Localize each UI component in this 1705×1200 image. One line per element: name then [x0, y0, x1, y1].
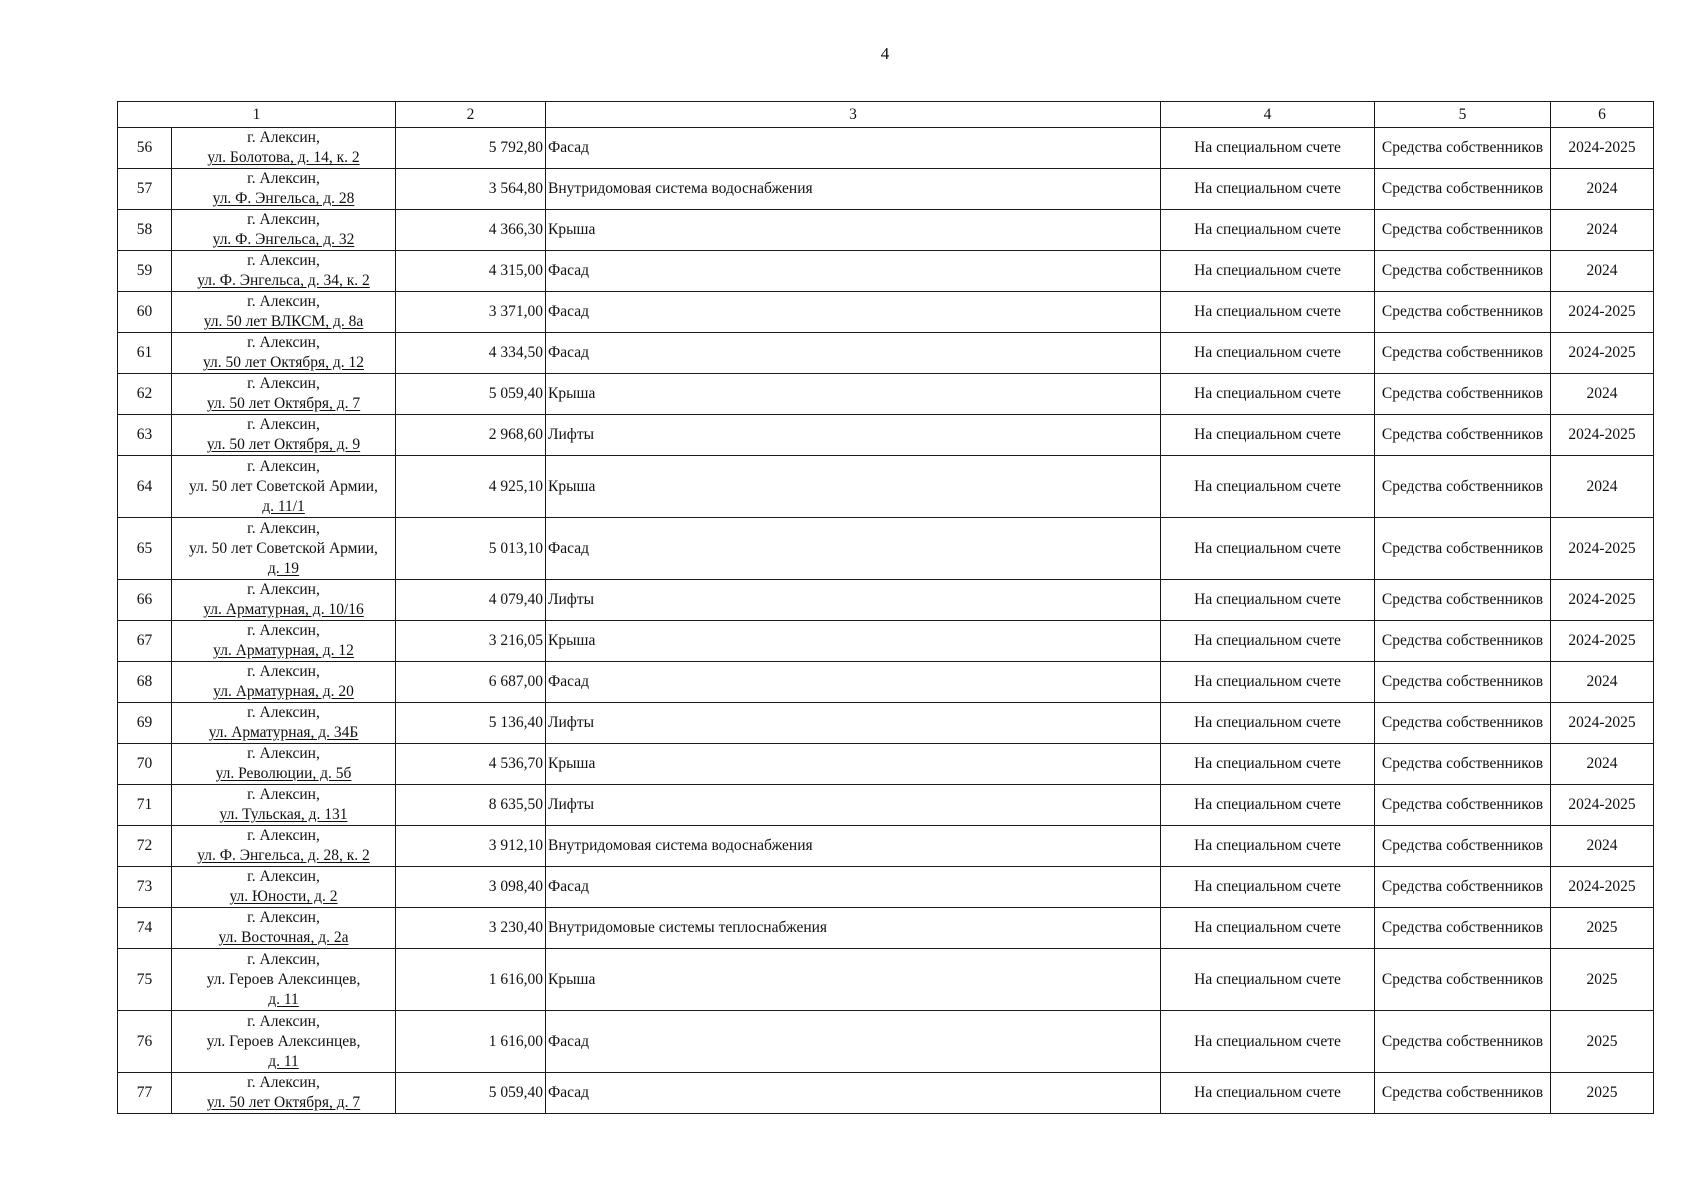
funding-method-cell: На специальном счете	[1161, 1073, 1375, 1114]
row-number-cell: 64	[118, 456, 172, 518]
funding-method-cell: На специальном счете	[1161, 1011, 1375, 1073]
table-row	[118, 826, 1654, 867]
address-line: г. Алексин,	[247, 786, 320, 803]
address-line: ул. Ф. Энгельса, д. 28, к. 2	[197, 847, 370, 864]
address-cell	[172, 210, 396, 251]
address-line: ул. Арматурная, д. 20	[213, 683, 354, 700]
address-cell	[172, 1011, 396, 1073]
area-cell: 5 013,10	[396, 518, 546, 580]
funding-source-cell: Средства собственников	[1375, 128, 1551, 169]
address-line: г. Алексин,	[247, 1012, 320, 1030]
row-number-cell: 74	[118, 908, 172, 949]
funding-method-cell: На специальном счете	[1161, 374, 1375, 415]
funding-method-cell: На специальном счете	[1161, 949, 1375, 1011]
address-line: ул. Героев Алексинцев,	[206, 1032, 361, 1050]
funding-method-cell: На специальном счете	[1161, 415, 1375, 456]
period-cell: 2024-2025	[1551, 128, 1654, 169]
address-cell	[172, 251, 396, 292]
area-cell: 3 098,40	[396, 867, 546, 908]
funding-method-cell: На специальном счете	[1161, 703, 1375, 744]
address-line: д. 19	[267, 559, 300, 577]
funding-source-cell: Средства собственников	[1375, 580, 1551, 621]
address-line: ул. Ф. Энгельса, д. 34, к. 2	[197, 272, 370, 289]
table-row	[118, 908, 1654, 949]
table-row	[118, 621, 1654, 662]
address-line: ул. Восточная, д. 2а	[218, 929, 349, 946]
row-number-cell: 73	[118, 867, 172, 908]
address-cell	[172, 128, 396, 169]
area-cell: 5 792,80	[396, 128, 546, 169]
period-cell: 2025	[1551, 908, 1654, 949]
work-type-cell: Лифты	[546, 703, 1161, 744]
row-number-cell: 59	[118, 251, 172, 292]
funding-source-cell: Средства собственников	[1375, 169, 1551, 210]
address-cell	[172, 518, 396, 580]
table-row	[118, 292, 1654, 333]
period-cell: 2024-2025	[1551, 292, 1654, 333]
column-header-5: 5	[1375, 102, 1551, 128]
work-type-cell: Лифты	[546, 785, 1161, 826]
work-type-cell: Крыша	[546, 621, 1161, 662]
table-row	[118, 518, 1654, 580]
work-type-cell: Крыша	[546, 949, 1161, 1011]
row-number-cell: 60	[118, 292, 172, 333]
address-line: ул. Революции, д. 5б	[215, 765, 352, 782]
area-cell: 2 968,60	[396, 415, 546, 456]
funding-method-cell: На специальном счете	[1161, 292, 1375, 333]
table-row	[118, 210, 1654, 251]
row-number-cell: 58	[118, 210, 172, 251]
row-number-cell: 67	[118, 621, 172, 662]
funding-source-cell: Средства собственников	[1375, 251, 1551, 292]
column-header-3: 3	[546, 102, 1161, 128]
period-cell: 2024-2025	[1551, 703, 1654, 744]
funding-method-cell: На специальном счете	[1161, 826, 1375, 867]
period-cell: 2024-2025	[1551, 867, 1654, 908]
address-cell	[172, 949, 396, 1011]
table-row	[118, 662, 1654, 703]
row-number-cell: 72	[118, 826, 172, 867]
funding-method-cell: На специальном счете	[1161, 621, 1375, 662]
funding-source-cell: Средства собственников	[1375, 744, 1551, 785]
funding-source-cell: Средства собственников	[1375, 1073, 1551, 1114]
funding-source-cell: Средства собственников	[1375, 703, 1551, 744]
address-line: ул. Болотова, д. 14, к. 2	[207, 149, 360, 166]
table-row	[118, 456, 1654, 518]
row-number-cell: 77	[118, 1073, 172, 1114]
work-type-cell: Внутридомовая система водоснабжения	[546, 826, 1161, 867]
column-header-2: 2	[396, 102, 546, 128]
period-cell: 2024-2025	[1551, 415, 1654, 456]
row-number-cell: 75	[118, 949, 172, 1011]
address-line: г. Алексин,	[247, 129, 320, 146]
funding-method-cell: На специальном счете	[1161, 908, 1375, 949]
row-number-cell: 76	[118, 1011, 172, 1073]
address-cell	[172, 826, 396, 867]
funding-source-cell: Средства собственников	[1375, 867, 1551, 908]
work-type-cell: Фасад	[546, 1073, 1161, 1114]
address-cell	[172, 744, 396, 785]
area-cell: 5 136,40	[396, 703, 546, 744]
table-row	[118, 744, 1654, 785]
address-line: г. Алексин,	[247, 704, 320, 721]
address-line: ул. Героев Алексинцев,	[206, 970, 361, 988]
funding-source-cell: Средства собственников	[1375, 415, 1551, 456]
address-line: г. Алексин,	[247, 211, 320, 228]
row-number-cell: 68	[118, 662, 172, 703]
address-line: ул. 50 лет Октября, д. 9	[206, 436, 361, 453]
work-type-cell: Крыша	[546, 456, 1161, 518]
funding-source-cell: Средства собственников	[1375, 949, 1551, 1011]
address-line: ул. Ф. Энгельса, д. 28	[212, 190, 355, 207]
address-line: ул. Юности, д. 2	[229, 888, 338, 905]
address-line: ул. 50 лет Октября, д. 7	[206, 395, 361, 412]
work-type-cell: Фасад	[546, 518, 1161, 580]
area-cell: 8 635,50	[396, 785, 546, 826]
address-line: г. Алексин,	[247, 909, 320, 926]
address-cell	[172, 621, 396, 662]
work-type-cell: Лифты	[546, 415, 1161, 456]
work-type-cell: Лифты	[546, 580, 1161, 621]
period-cell: 2025	[1551, 949, 1654, 1011]
work-type-cell: Крыша	[546, 744, 1161, 785]
area-cell: 5 059,40	[396, 1073, 546, 1114]
work-type-cell: Фасад	[546, 128, 1161, 169]
address-line: г. Алексин,	[247, 581, 320, 598]
table-row	[118, 415, 1654, 456]
work-type-cell: Внутридомовые системы теплоснабжения	[546, 908, 1161, 949]
row-number-cell: 71	[118, 785, 172, 826]
period-cell: 2025	[1551, 1011, 1654, 1073]
table-row	[118, 169, 1654, 210]
address-line: г. Алексин,	[247, 293, 320, 310]
period-cell: 2024	[1551, 662, 1654, 703]
row-number-cell: 62	[118, 374, 172, 415]
page-number: 4	[880, 44, 890, 63]
address-cell	[172, 169, 396, 210]
funding-source-cell: Средства собственников	[1375, 518, 1551, 580]
funding-method-cell: На специальном счете	[1161, 785, 1375, 826]
table-row	[118, 949, 1654, 1011]
address-cell	[172, 703, 396, 744]
address-line: ул. 50 лет Октября, д. 12	[202, 354, 365, 371]
period-cell: 2024-2025	[1551, 621, 1654, 662]
area-cell: 1 616,00	[396, 1011, 546, 1073]
row-number-cell: 65	[118, 518, 172, 580]
area-cell: 4 366,30	[396, 210, 546, 251]
funding-method-cell: На специальном счете	[1161, 518, 1375, 580]
period-cell: 2024-2025	[1551, 518, 1654, 580]
row-number-cell: 56	[118, 128, 172, 169]
address-line: ул. Ф. Энгельса, д. 32	[212, 231, 355, 248]
row-number-cell: 66	[118, 580, 172, 621]
period-cell: 2024-2025	[1551, 785, 1654, 826]
funding-source-cell: Средства собственников	[1375, 785, 1551, 826]
table-row	[118, 128, 1654, 169]
address-cell	[172, 662, 396, 703]
address-line: г. Алексин,	[247, 252, 320, 269]
period-cell: 2024	[1551, 374, 1654, 415]
period-cell: 2025	[1551, 1073, 1654, 1114]
area-cell: 4 079,40	[396, 580, 546, 621]
column-header-6: 6	[1551, 102, 1654, 128]
address-cell	[172, 292, 396, 333]
address-cell	[172, 415, 396, 456]
table-row	[118, 785, 1654, 826]
address-line: ул. 50 лет ВЛКСМ, д. 8а	[203, 313, 364, 330]
period-cell: 2024	[1551, 744, 1654, 785]
area-cell: 3 564,80	[396, 169, 546, 210]
work-type-cell: Фасад	[546, 251, 1161, 292]
table-row	[118, 1073, 1654, 1114]
address-cell	[172, 456, 396, 518]
table-row	[118, 251, 1654, 292]
column-number-row	[118, 102, 1654, 128]
address-line: д. 11/1	[262, 497, 305, 515]
funding-source-cell: Средства собственников	[1375, 908, 1551, 949]
funding-source-cell: Средства собственников	[1375, 1011, 1551, 1073]
table-body	[118, 128, 1654, 1114]
area-cell: 6 687,00	[396, 662, 546, 703]
address-line: г. Алексин,	[247, 170, 320, 187]
address-line: г. Алексин,	[247, 950, 320, 968]
area-cell: 3 230,40	[396, 908, 546, 949]
table-row	[118, 580, 1654, 621]
period-cell: 2024	[1551, 456, 1654, 518]
period-cell: 2024	[1551, 826, 1654, 867]
table-row	[118, 867, 1654, 908]
address-line: ул. 50 лет Советской Армии,	[189, 539, 378, 557]
work-type-cell: Крыша	[546, 210, 1161, 251]
repair-register-table	[117, 101, 1654, 1114]
funding-source-cell: Средства собственников	[1375, 456, 1551, 518]
address-cell	[172, 1073, 396, 1114]
address-cell	[172, 580, 396, 621]
funding-source-cell: Средства собственников	[1375, 826, 1551, 867]
address-line: г. Алексин,	[247, 416, 320, 433]
work-type-cell: Фасад	[546, 662, 1161, 703]
address-line: ул. Арматурная, д. 10/16	[203, 601, 364, 618]
area-cell: 1 616,00	[396, 949, 546, 1011]
address-line: д. 11	[268, 1052, 299, 1070]
address-line: ул. 50 лет Октября, д. 7	[206, 1094, 361, 1111]
work-type-cell: Фасад	[546, 292, 1161, 333]
funding-method-cell: На специальном счете	[1161, 580, 1375, 621]
address-cell	[172, 333, 396, 374]
work-type-cell: Фасад	[546, 333, 1161, 374]
address-line: ул. 50 лет Советской Армии,	[189, 477, 378, 495]
funding-method-cell: На специальном счете	[1161, 456, 1375, 518]
period-cell: 2024-2025	[1551, 333, 1654, 374]
row-number-cell: 63	[118, 415, 172, 456]
address-line: д. 11	[268, 990, 299, 1008]
work-type-cell: Фасад	[546, 1011, 1161, 1073]
funding-source-cell: Средства собственников	[1375, 210, 1551, 251]
row-number-cell: 70	[118, 744, 172, 785]
row-number-cell: 57	[118, 169, 172, 210]
address-line: г. Алексин,	[247, 375, 320, 392]
address-line: г. Алексин,	[247, 827, 320, 844]
work-type-cell: Фасад	[546, 867, 1161, 908]
area-cell: 3 912,10	[396, 826, 546, 867]
address-line: г. Алексин,	[247, 457, 320, 475]
table-row	[118, 703, 1654, 744]
address-line: г. Алексин,	[247, 334, 320, 351]
address-line: ул. Арматурная, д. 12	[213, 642, 354, 659]
area-cell: 4 315,00	[396, 251, 546, 292]
row-number-cell: 69	[118, 703, 172, 744]
funding-source-cell: Средства собственников	[1375, 333, 1551, 374]
area-cell: 4 925,10	[396, 456, 546, 518]
funding-method-cell: На специальном счете	[1161, 210, 1375, 251]
work-type-cell: Внутридомовая система водоснабжения	[546, 169, 1161, 210]
column-header-4: 4	[1161, 102, 1375, 128]
period-cell: 2024	[1551, 169, 1654, 210]
period-cell: 2024	[1551, 210, 1654, 251]
funding-method-cell: На специальном счете	[1161, 744, 1375, 785]
address-line: ул. Арматурная, д. 34Б	[208, 724, 359, 741]
address-cell	[172, 374, 396, 415]
area-cell: 5 059,40	[396, 374, 546, 415]
address-cell	[172, 908, 396, 949]
funding-source-cell: Средства собственников	[1375, 621, 1551, 662]
address-line: г. Алексин,	[247, 868, 320, 885]
work-type-cell: Крыша	[546, 374, 1161, 415]
row-number-cell: 61	[118, 333, 172, 374]
address-cell	[172, 867, 396, 908]
funding-source-cell: Средства собственников	[1375, 662, 1551, 703]
period-cell: 2024	[1551, 251, 1654, 292]
funding-method-cell: На специальном счете	[1161, 128, 1375, 169]
column-header-1: 1	[118, 102, 396, 128]
funding-method-cell: На специальном счете	[1161, 867, 1375, 908]
address-line: ул. Тульская, д. 131	[219, 806, 348, 823]
funding-method-cell: На специальном счете	[1161, 169, 1375, 210]
address-line: г. Алексин,	[247, 622, 320, 639]
table-row	[118, 1011, 1654, 1073]
table-row	[118, 333, 1654, 374]
funding-source-cell: Средства собственников	[1375, 374, 1551, 415]
address-cell	[172, 785, 396, 826]
area-cell: 3 371,00	[396, 292, 546, 333]
table-row	[118, 374, 1654, 415]
area-cell: 3 216,05	[396, 621, 546, 662]
address-line: г. Алексин,	[247, 663, 320, 680]
area-cell: 4 334,50	[396, 333, 546, 374]
funding-method-cell: На специальном счете	[1161, 251, 1375, 292]
address-line: г. Алексин,	[247, 745, 320, 762]
funding-method-cell: На специальном счете	[1161, 662, 1375, 703]
funding-source-cell: Средства собственников	[1375, 292, 1551, 333]
address-line: г. Алексин,	[247, 519, 320, 537]
period-cell: 2024-2025	[1551, 580, 1654, 621]
funding-method-cell: На специальном счете	[1161, 333, 1375, 374]
area-cell: 4 536,70	[396, 744, 546, 785]
address-line: г. Алексин,	[247, 1074, 320, 1091]
